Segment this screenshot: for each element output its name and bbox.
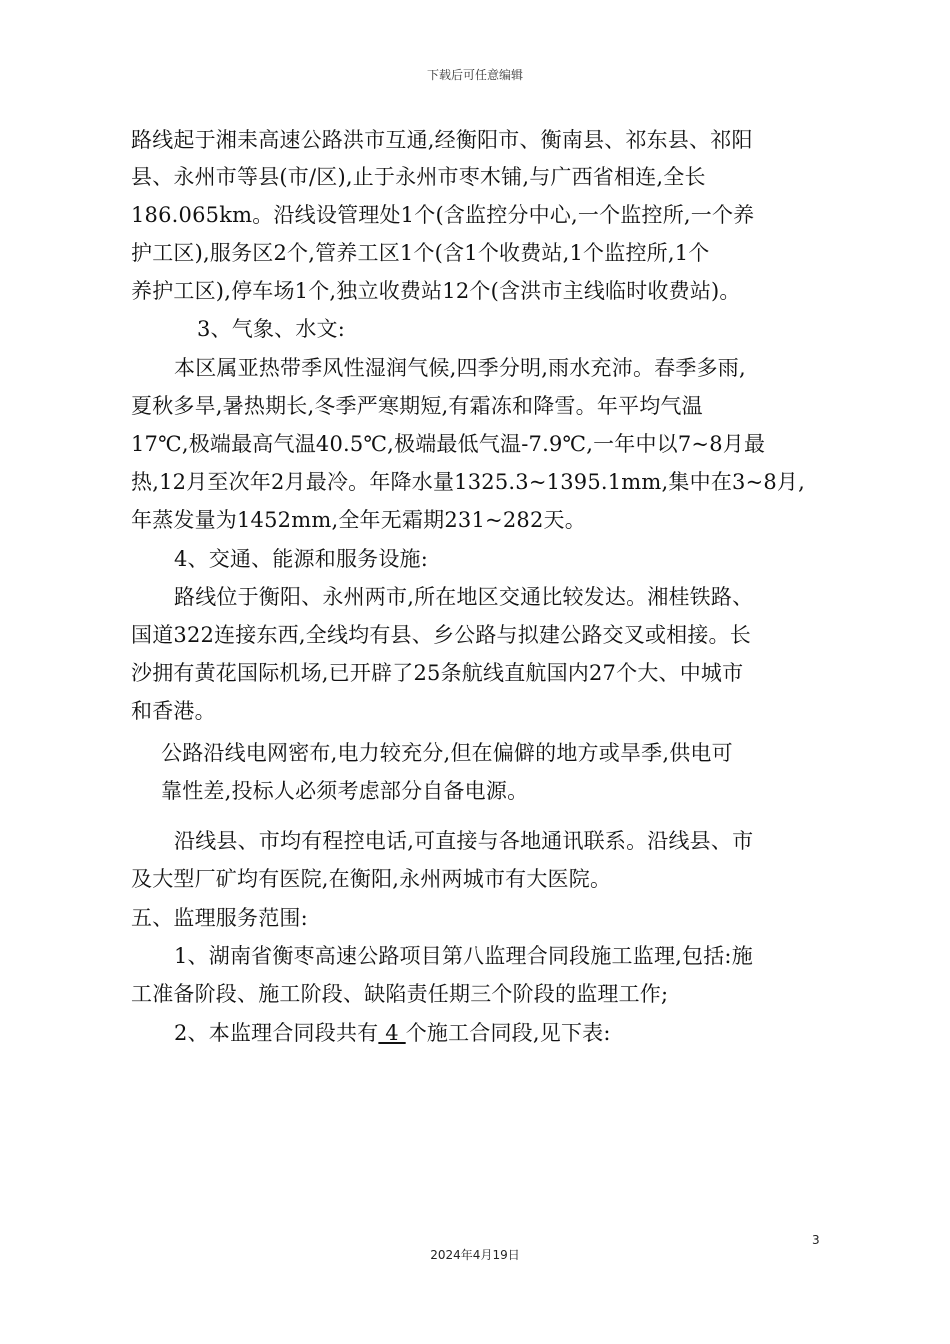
paragraph-line: 17℃,极端最高气温40.5℃,极端最低气温-7.9℃,一年中以7~8月最	[131, 432, 766, 456]
paragraph-line: 工准备阶段、施工阶段、缺陷责任期三个阶段的监理工作;	[131, 982, 669, 1006]
paragraph-line: 国道322连接东西,全线均有县、乡公路与拟建公路交叉或相接。长	[131, 623, 751, 647]
page-number: 3	[812, 1233, 820, 1247]
paragraph-line: 1、湖南省衡枣高速公路项目第八监理合同段施工监理,包括:施	[174, 944, 753, 968]
paragraph-line: 186.065km。沿线设管理处1个(含监控分中心,一个监控所,一个养	[131, 203, 755, 227]
paragraph-line: 沿线县、市均有程控电话,可直接与各地通讯联系。沿线县、市	[174, 829, 754, 853]
page-header: 下载后可任意编辑	[426, 68, 523, 82]
paragraph-line: 及大型厂矿均有医院,在衡阳,永州两城市有大医院。	[131, 867, 612, 891]
paragraph-line: 护工区),服务区2个,管养工区1个(含1个收费站,1个监控所,1个	[131, 241, 710, 265]
paragraph-line: 沙拥有黄花国际机场,已开辟了25条航线直航国内27个大、中城市	[131, 661, 744, 685]
section-heading: 3、气象、水文:	[197, 317, 346, 341]
paragraph-line: 靠性差,投标人必须考虑部分自备电源。	[161, 779, 529, 803]
paragraph-line: 公路沿线电网密布,电力较充分,但在偏僻的地方或旱季,供电可	[161, 741, 733, 765]
paragraph-line: 路线起于湘耒高速公路洪市互通,经衡阳市、衡南县、祁东县、祁阳	[131, 128, 753, 152]
line-suffix: 个施工合同段,见下表:	[405, 1021, 611, 1045]
paragraph-line: 本区属亚热带季风性湿润气候,四季分明,雨水充沛。春季多雨,	[174, 356, 746, 380]
contract-count: 4	[378, 1021, 406, 1045]
paragraph-line: 县、永州市等县(市/区),止于永州市枣木铺,与广西省相连,全长	[131, 165, 706, 189]
section-heading: 4、交通、能源和服务设施:	[174, 547, 429, 571]
paragraph-line: 路线位于衡阳、永州两市,所在地区交通比较发达。湘桂铁路、	[174, 585, 754, 609]
section-heading: 五、监理服务范围:	[131, 906, 308, 930]
paragraph-line: 年蒸发量为1452mm,全年无霜期231~282天。	[131, 508, 586, 532]
paragraph-line: 和香港。	[131, 699, 216, 723]
paragraph-line: 夏秋多旱,暑热期长,冬季严寒期短,有霜冻和降雪。年平均气温	[131, 394, 703, 418]
paragraph-line: 养护工区),停车场1个,独立收费站12个(含洪市主线临时收费站)。	[131, 279, 741, 303]
page-footer-date: 2024年4月19日	[430, 1248, 520, 1262]
line-prefix: 2、本监理合同段共有	[174, 1021, 379, 1045]
paragraph-line: 热,12月至次年2月最冷。年降水量1325.3~1395.1mm,集中在3~8月,	[131, 470, 806, 494]
paragraph-line	[174, 1018, 611, 1048]
